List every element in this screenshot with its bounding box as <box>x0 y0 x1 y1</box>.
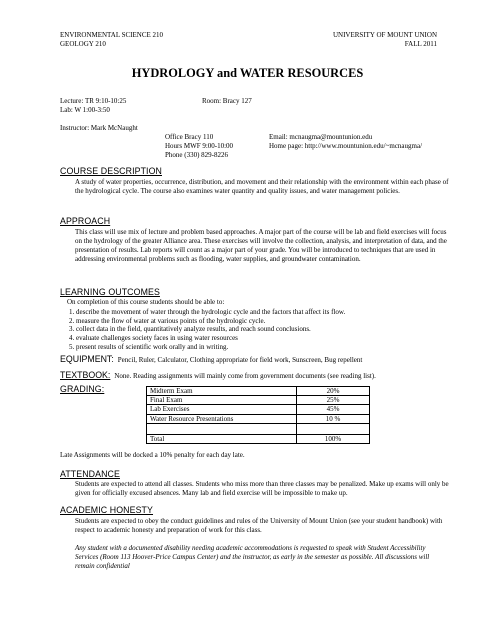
attendance-text: Students are expected to attend all classes. Students who miss more than three classes may be penalized. Make up exams will only be given for officially excused absences. Many lab and field exercise will be impossible to make up. <box>75 480 449 498</box>
late-policy: Late Assignments will be docked a 10% penalty for each day late. <box>60 451 245 459</box>
instructor-office <box>165 133 233 160</box>
list-item: 4. evaluate challenges society faces in using water resources <box>76 334 466 343</box>
table-row <box>147 387 370 396</box>
grade-weight <box>297 423 370 434</box>
course-code-2: GEOLOGY 210 <box>60 40 106 48</box>
office: Office Bracy 110 <box>165 133 214 141</box>
grade-weight: 25% <box>297 396 370 405</box>
outcomes-list <box>60 308 466 352</box>
table-row <box>147 396 370 405</box>
table-row <box>147 434 370 443</box>
table-row <box>147 414 370 423</box>
grade-weight: 20% <box>297 387 370 396</box>
email: Email: mcnaugma@mountunion.edu <box>269 133 373 141</box>
university-name: UNIVERSITY OF MOUNT UNION <box>332 31 437 39</box>
page-title: HYDROLOGY and WATER RESOURCES <box>131 66 364 80</box>
grade-weight: 100% <box>297 434 370 443</box>
grade-weight: 10 % <box>297 414 370 423</box>
course-codes <box>60 31 163 49</box>
list-item: 5. present results of scientific work orally and in writing. <box>76 343 466 352</box>
table-row <box>147 423 370 434</box>
heading-learning-outcomes: LEARNING OUTCOMES <box>60 287 160 297</box>
instructor-contact <box>269 133 422 151</box>
course-code-1: ENVIRONMENTAL SCIENCE 210 <box>60 31 164 39</box>
list-item: 2. measure the flow of water at various points of the hydrologic cycle. <box>76 317 466 326</box>
university-info <box>333 31 437 49</box>
approach-text: This class will use mix of lecture and problem based approaches. A major part of the course will be lab and field exercises will focus on the hydrology of the greater Alliance area. These exercises will involve the collection, analysis, and interpretation of data, and the presentation of results. Lab reports will count as a major part of your grade. You will be introduced to techniques that are used in addressing environmental problems such as flooding, water supplies, and groundwater contamination. <box>75 228 447 264</box>
list-item: 1. describe the movement of water through the hydrologic cycle and the factors that affect its flow. <box>76 308 466 317</box>
heading-academic-honesty: ACADEMIC HONESTY <box>60 505 154 515</box>
heading-textbook: TEXTBOOK: <box>60 370 111 380</box>
heading-course-description: COURSE DESCRIPTION <box>60 166 162 176</box>
grade-weight: 45% <box>297 405 370 414</box>
table-row <box>147 405 370 414</box>
grade-item: Final Exam <box>147 396 297 405</box>
course-description-text: A study of water properties, occurrence, distribution, and movement and their relationship with the environment within each phase of the hydrological cycle. The course also examines water quantity and quality issues, and water management policies. <box>75 178 449 196</box>
phone: Phone (330) 829-8226 <box>165 151 228 159</box>
textbook-line <box>60 365 376 383</box>
grade-item <box>147 423 297 434</box>
homepage: Home page: http://www.mountunion.edu/~mcnaugma/ <box>269 142 423 150</box>
list-item: 3. collect data in the field, quantitatively analyze results, and reach sound conclusions. <box>76 325 466 334</box>
academic-honesty-text: Students are expected to obey the conduct guidelines and rules of the University of Mount Union (see your student handbook) with respect to academic honesty and preparation of work for this class. <box>75 517 443 535</box>
lecture-time: Lecture: TR 9:10-10:25 <box>60 97 127 105</box>
disability-statement: Any student with a documented disability needing academic accommodations is requested to speak with Student Accessibility Services (Room 113 Hoover-Price Campus Center) and the instructor, as early in the semester as possible. All discussions will remain confidential <box>75 544 430 571</box>
grade-item: Total <box>147 434 297 443</box>
term: FALL 2011 <box>404 40 437 48</box>
heading-approach: APPROACH <box>60 216 111 226</box>
heading-attendance: ATTENDANCE <box>60 469 120 479</box>
heading-equipment: EQUIPMENT: <box>60 354 114 364</box>
grade-item: Midterm Exam <box>147 387 297 396</box>
instructor-name: Instructor: Mark McNaught <box>60 124 138 132</box>
heading-grading: GRADING: <box>60 384 105 394</box>
equipment-text: Pencil, Ruler, Calculator, Clothing appropriate for field work, Sunscreen, Bug repellent <box>117 356 363 364</box>
grading-table <box>146 386 370 444</box>
office-hours: Hours MWF 9:00-10:00 <box>165 142 234 150</box>
outcomes-intro: On completion of this course students should be able to: <box>67 298 225 306</box>
room: Room: Bracy 127 <box>202 97 252 105</box>
grade-item: Water Resource Presentations <box>147 414 297 423</box>
lab-time: Lab: W 1:00-3:50 <box>60 106 110 114</box>
grade-item: Lab Exercises <box>147 405 297 414</box>
textbook-text: None. Reading assignments will mainly come from government documents (see reading list). <box>114 372 376 380</box>
